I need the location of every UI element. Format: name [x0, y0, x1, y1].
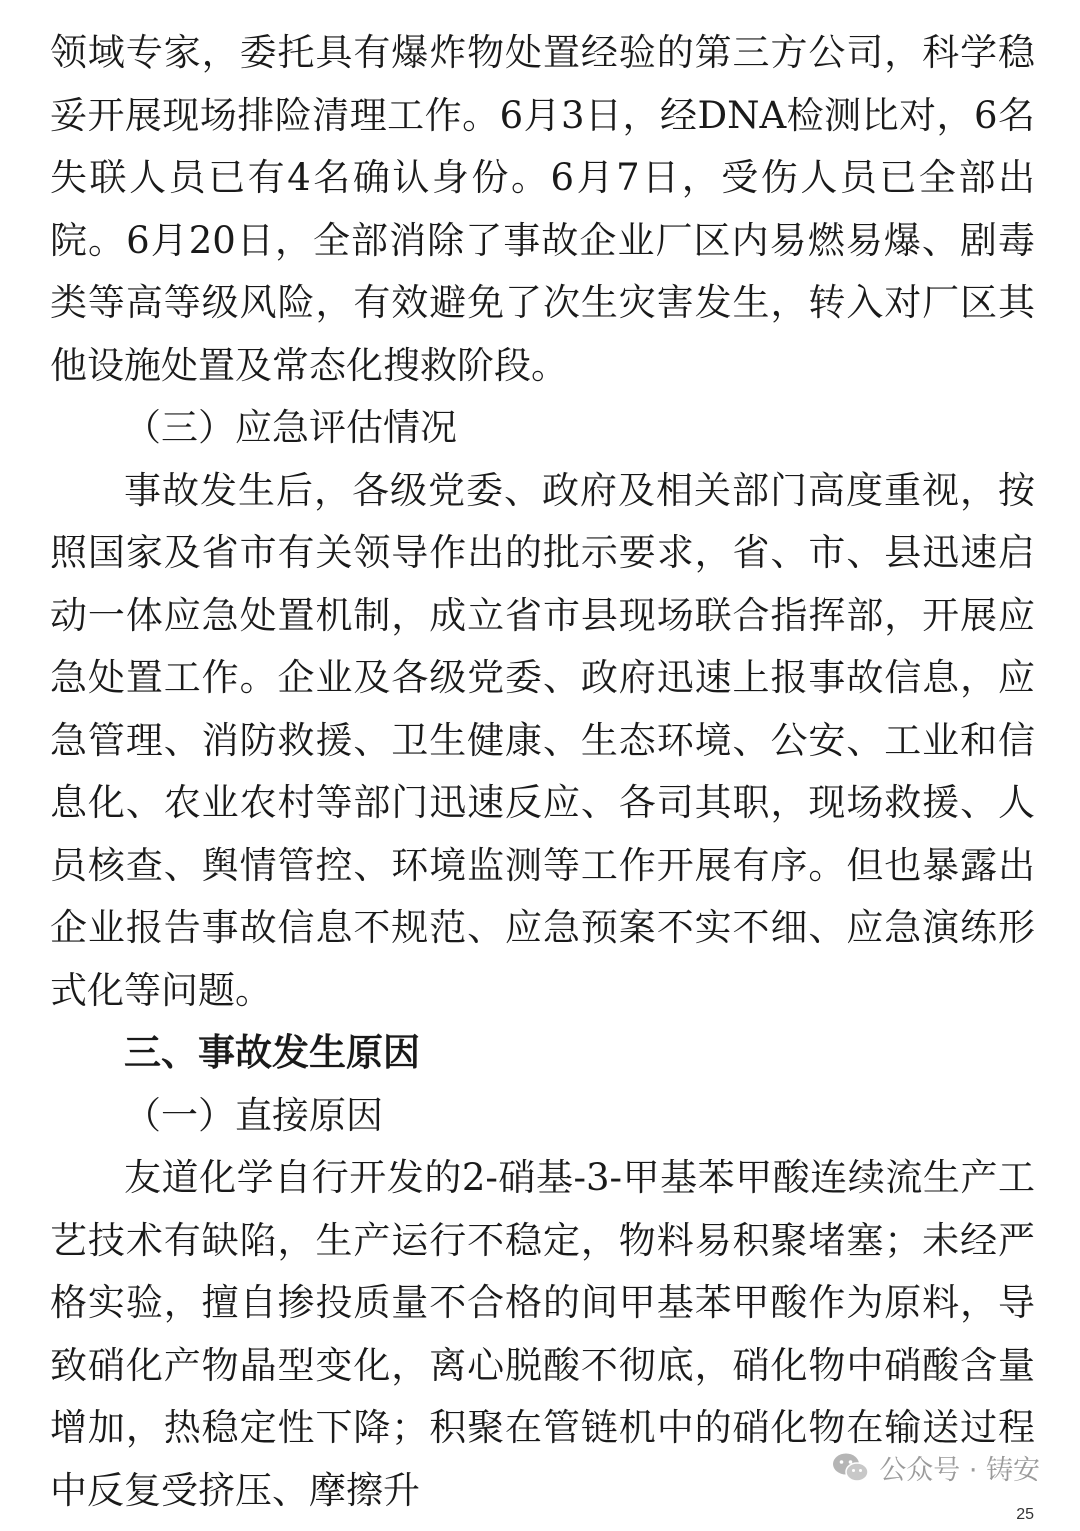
paragraph-rescue-progress: 领域专家，委托具有爆炸物处置经验的第三方公司，科学稳妥开展现场排险清理工作。6月3日，经DNA检测比对，6名失联人员已有4名确认身份。6月7日，受伤人员已全部出院。6月20日，全部消除了事故企业厂区内易燃易爆、剧毒类等高等级风险，有效避免了次生灾害发生，转入对厂区其他设施处置及常态化搜救阶段。: [50, 31, 1035, 387]
page-number: 25: [1016, 1506, 1034, 1523]
watermark-text: 公众号 · 铸安: [879, 1455, 1040, 1486]
section-heading-causes: 三、事故发生原因: [124, 1031, 420, 1074]
wechat-icon: [831, 1451, 871, 1485]
paragraph-emergency-assessment: 事故发生后，各级党委、政府及相关部门高度重视，按照国家及省市有关领导作出的批示要求，省、市、县迅速启动一体应急处置机制，成立省市县现场联合指挥部，开展应急处置工作。企业及各级党委、政府迅速上报事故信息，应急管理、消防救援、卫生健康、生态环境、公安、工业和信息化、农业农村等部门迅速反应、各司其职，现场救援、人员核查、舆情管控、环境监测等工作开展有序。但也暴露出企业报告事故信息不规范、应急预案不实不细、应急演练形式化等问题。: [50, 468, 1035, 1012]
subheading-direct-cause: （一）直接原因: [124, 1093, 383, 1137]
document-body: [50, 22, 1035, 1522]
watermark: [831, 1448, 1040, 1487]
subheading-emergency-assessment: （三）应急评估情况: [124, 406, 457, 449]
paragraph-direct-cause: 友道化学自行开发的2-硝基-3-甲基苯甲酸连续流生产工艺技术有缺陷，生产运行不稳定，物料易积聚堵塞；未经严格实验，擅自掺投质量不合格的间甲基苯甲酸作为原料，导致硝化产物晶型变化，离心脱酸不彻底，硝化物中硝酸含量增加，热稳定性下降；积聚在管链机中的硝化物在输送过程中反复受挤压、摩擦升: [50, 1156, 1035, 1512]
